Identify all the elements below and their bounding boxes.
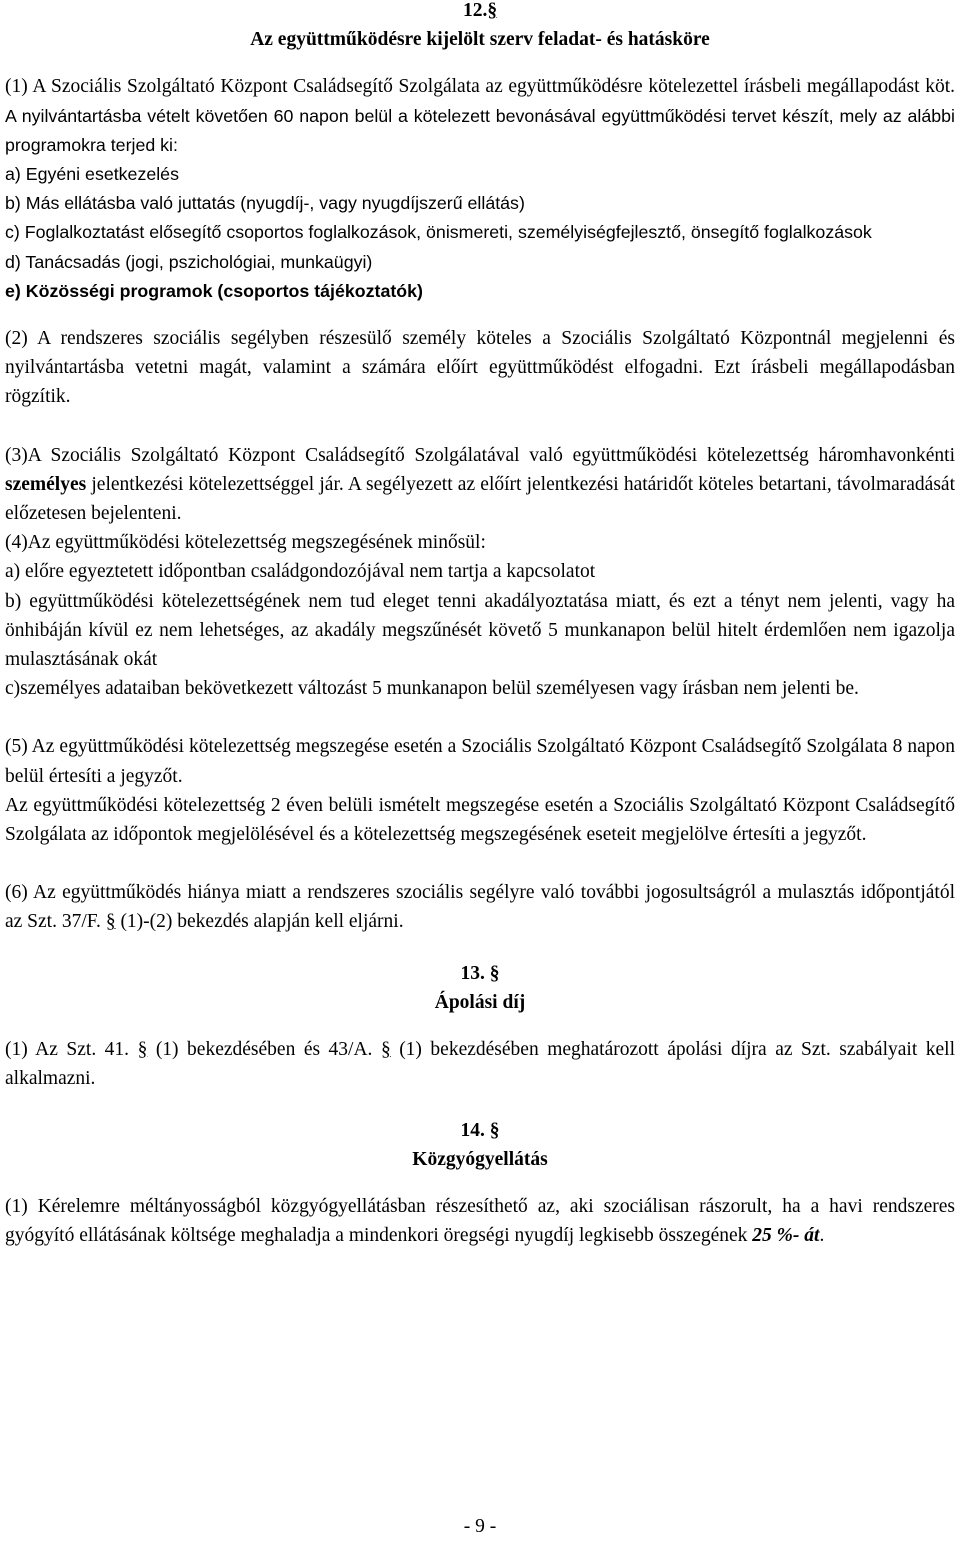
- paragraph-12-5: (5) Az együttműködési kötelezettség megszegése esetén a Szociális Szolgáltató Központ Családsegítő Szolgálata 8 napon belül értesíti a jegyzőt.: [5, 736, 955, 787]
- section-12-title: Az együttműködésre kijelölt szerv feladat- és hatásköre: [250, 29, 710, 51]
- list-item-bold: e) Közösségi programok (csoportos tájékoztatók): [5, 280, 423, 301]
- section-number: 12.: [462, 0, 488, 21]
- paragraph-12-3: (3)A Szociális Szolgáltató Központ Családsegítő Szolgálatával való együttműködési kötelezettség háromhavonkénti személyes jelentkezési kötelezettséggel jár. A segélyezett az előírt jelentkezési határidőt köteles betartani, távolmaradását előzetesen bejelenteni.: [5, 444, 955, 525]
- section-number: 14.: [460, 1119, 485, 1141]
- section-14-title: Közgyógyellátás: [412, 1148, 548, 1170]
- document-page: [5, 0, 955, 1250]
- section-sign: §: [489, 962, 500, 984]
- paragraph-12-4b: b) együttműködési kötelezettségének nem tud eleget tenni akadályoztatása miatt, és ezt a tényt nem jelenti, vagy ha önhibáján kívül ez nem lehetséges, az akadály megszűnését követő 5 munkanapon belül hitelt érdemlően nem igazolja mulasztásának okát: [5, 590, 955, 671]
- list-item: d) Tanácsadás (jogi, pszichológiai, munkaügyi): [5, 251, 373, 272]
- paragraph-12-2: (2) A rendszeres szociális segélyben részesülő személy köteles a Szociális Szolgáltató Központnál megjelenni és nyilvántartásba vetetni magát, valamint a számára előírt együttműködést elfogadni. Ezt írásbeli megállapodásban rögzítik.: [5, 328, 955, 408]
- paragraph-12-4a: a) előre egyeztetett időpontban családgondozójával nem tartja a kapcsolatot: [5, 561, 596, 583]
- paragraph-12-5b: Az együttműködési kötelezettség 2 éven belüli ismételt megszegése esetén a Szociális Szolgáltató Központ Családsegítő Szolgálata az időpontok megjelölésével és a kötelezettség megszegésének eseteit megjelölve értesíti a jegyzőt.: [5, 794, 955, 846]
- paragraph-12-6: (6) Az együttműködés hiánya miatt a rendszeres szociális segélyre való további jogosultságról a mulasztás időpontjától az Szt. 37/F. § (1)-(2) bekezdés alapján kell eljárni.: [5, 882, 955, 933]
- paragraph-14-1: (1) Kérelemre méltányosságból közgyógyellátásban részesíthető az, aki szociálisan rászorult, ha a havi rendszeres gyógyító ellátásának költsége meghaladja a mindenkori öregségi nyugdíj legkisebb összegének 25 %- át.: [5, 1195, 955, 1247]
- section-sign: §: [487, 0, 498, 21]
- section-13-title: Ápolási díj: [434, 991, 526, 1013]
- paragraph-13-1: (1) Az Szt. 41. § (1) bekezdésében és 43/A. § (1) bekezdésében meghatározott ápolási díjra az Szt. szabályait kell alkalmazni.: [5, 1039, 955, 1090]
- page-number: - 9 -: [463, 1516, 497, 1537]
- list-item: b) Más ellátásba való juttatás (nyugdíj-, vagy nyugdíjszerű ellátás): [5, 193, 525, 214]
- section-12-heading: [5, 0, 955, 25]
- section-sign: §: [489, 1119, 500, 1141]
- section-13-heading: [5, 959, 955, 988]
- paragraph-12-4c: c)személyes adataiban bekövetkezett változást 5 munkanapon belül személyesen vagy írásban nem jelenti be.: [5, 678, 859, 700]
- paragraph-12-1: (1) A Szociális Szolgáltató Központ Családsegítő Szolgálata az együttműködésre kötelezettel írásbeli megállapodást köt. A nyilvántartásba vételt követően 60 napon belül a kötelezett bevonásával együttműködési tervet készít, mely az alábbi programokra terjed ki:: [5, 76, 955, 155]
- list-item: a) Egyéni esetkezelés: [5, 164, 179, 185]
- section-14-heading: [5, 1116, 955, 1145]
- paragraph-12-4: (4)Az együttműködési kötelezettség megszegésének minősül:: [5, 532, 486, 554]
- list-item: c) Foglalkoztatást elősegítő csoportos foglalkozások, önismereti, személyiségfejlesztő, önsegítő foglalkozások: [5, 222, 872, 243]
- section-number: 13.: [460, 962, 485, 984]
